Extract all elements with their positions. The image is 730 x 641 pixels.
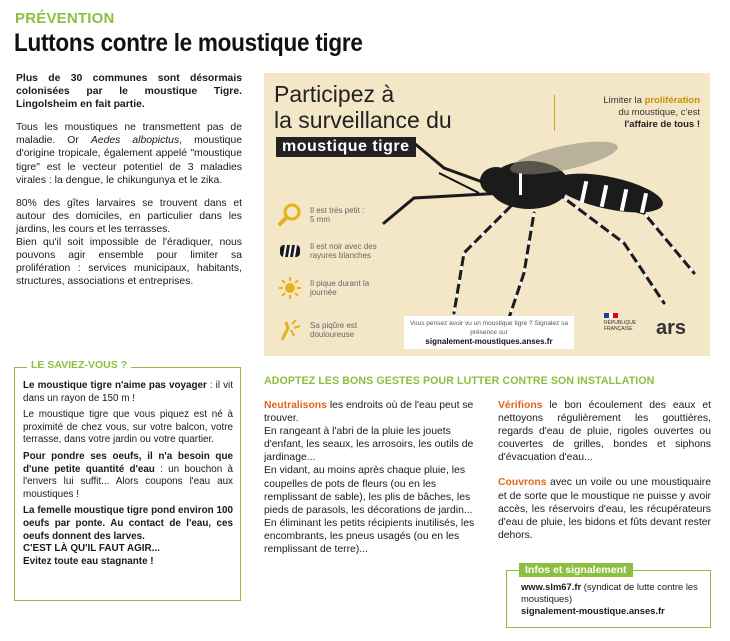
bite-icon [278, 318, 302, 342]
sun-icon [278, 276, 302, 300]
middle-column [264, 399, 484, 556]
fact-eggs: La femelle moustique tigre pond environ 100 oeufs par ponte. Au contact de l'eau, ces oeufs donnent des larves. [23, 505, 233, 542]
fact-act: C'EST LÀ QU'IL FAUT AGIR... [23, 543, 160, 555]
magnifier-icon [278, 203, 302, 227]
republique-logo: RÉPUBLIQUE FRANÇAISE [604, 313, 649, 332]
poster-report-url[interactable]: signalement-moustiques.anses.fr [425, 337, 553, 346]
poster-headline-highlight: moustique tigre [276, 137, 416, 157]
fact-travel: Le moustique tigre n'aime pas voyager : il vit dans un rayon de 150 m ! [23, 380, 233, 404]
fact-water: Pour pondre ses oeufs, il n'a besoin que d'une petite quantité d'eau : un bouchon à l'envers lui suffit... Alors coupons l'eau aux moustiques ! [23, 450, 233, 500]
did-you-know-box [14, 359, 241, 601]
verifions-paragraph: Vérifions le bon écoulement des eaux et nettoyons régulièrement les gouttières, regards d'eau de pluie, rigoles ouvertes ou couvertes de grilles, bondes et siphons d'évacuation d'eau... [498, 400, 711, 464]
right-column [498, 399, 711, 554]
feature-size: Il est très petit : 5 mm [278, 203, 370, 227]
stripes-icon [278, 239, 302, 263]
paragraph-maladies: Tous les moustiques ne transmettent pas de maladie. Or Aedes albopictus, moustique d'origine tropicale, également appelé "moustique tigre" est le vecteur potentiel de 3 maladies virales : la dengue, le chikungunya et le zika. [16, 122, 243, 186]
paragraph-gites: 80% des gîtes larvaires se trouvent dans et autour des domiciles, en particulier dans les jardins, les cours et les terrasses. [16, 197, 242, 235]
method-eliminer: En éliminant les petits récipients inutilisés, les encombrants, les pneus usagés (ou en les remplissant de terre)... [264, 517, 475, 556]
intro-paragraph: Plus de 30 communes sont désormais colonisées par le moustique Tigre. Lingolsheim en fait partie. [16, 73, 242, 111]
feature-day: Il pique durant la journée [278, 276, 380, 300]
fact-origin: Le moustique tigre que vous piquez est né à proximité de chez vous, sur votre balcon, votre terrasse, dans votre jardin ou votre quartier. [23, 409, 233, 446]
link-anses[interactable]: signalement-moustique.anses.fr [521, 605, 665, 616]
neutralisons-paragraph: Neutralisons les endroits où de l'eau peut se trouver. [264, 400, 474, 425]
poster-slogan: Limiter la prolifération du moustique, c'est l'affaire de tous ! [554, 95, 700, 131]
page-title: Luttons contre le moustique tigre [14, 29, 363, 57]
method-ranger: En rangeant à l'abri de la pluie les jouets d'enfant, les seaux, les arrosoirs, les outils de jardinage... [264, 426, 474, 464]
poster-report-box: Vous pensez avoir vu un moustique tigre ? Signalez sa présence sur signalement-moustiques.anses.fr [404, 316, 574, 349]
surveillance-poster [264, 73, 710, 356]
info-box [506, 564, 711, 628]
section-kicker: PRÉVENTION [15, 10, 115, 27]
paragraph-eradiquer: Bien qu'il soit impossible de l'éradiquer, nous pouvons agir ensemble pour limiter sa prolifération : services municipaux, habitants, structures, associations et entreprises. [16, 237, 242, 288]
method-vider: En vidant, au moins après chaque pluie, les coupelles de pots de fleurs (ou en les remplissant de sable), les plis de bâches, les pieds de parasols, les décorations de jardin... [264, 465, 473, 516]
feature-stripes: Il est noir avec des rayures blanches [278, 239, 390, 263]
french-flag-icon [604, 313, 618, 318]
link-slm67[interactable]: www.slm67.fr [521, 581, 582, 592]
couvrons-paragraph: Couvrons avec un voile ou une moustiquaire et de sorte que le moustique ne puisse y avoir accès, les réservoirs d'eau, les récupérateurs d'eau de pluie, les bidons et fûts devant rester dehors. [498, 477, 711, 541]
left-column [16, 72, 242, 298]
species-name: Aedes albopictus [90, 135, 180, 147]
fact-stagnant: Evitez toute eau stagnante ! [23, 555, 154, 567]
good-practices-title: ADOPTEZ LES BONS GESTES POUR LUTTER CONTRE SON INSTALLATION [264, 375, 655, 387]
feature-bite: Sa piqûre est douloureuse [278, 318, 380, 342]
ars-logo: ars [656, 317, 687, 339]
poster-headline: Participez à la surveillance du [274, 81, 452, 133]
info-slm67: www.slm67.fr (syndicat de lutte contre les moustiques) [521, 581, 698, 604]
did-you-know-label: LE SAVIEZ-VOUS ? [27, 359, 131, 372]
info-box-label: Infos et signalement [519, 563, 633, 577]
